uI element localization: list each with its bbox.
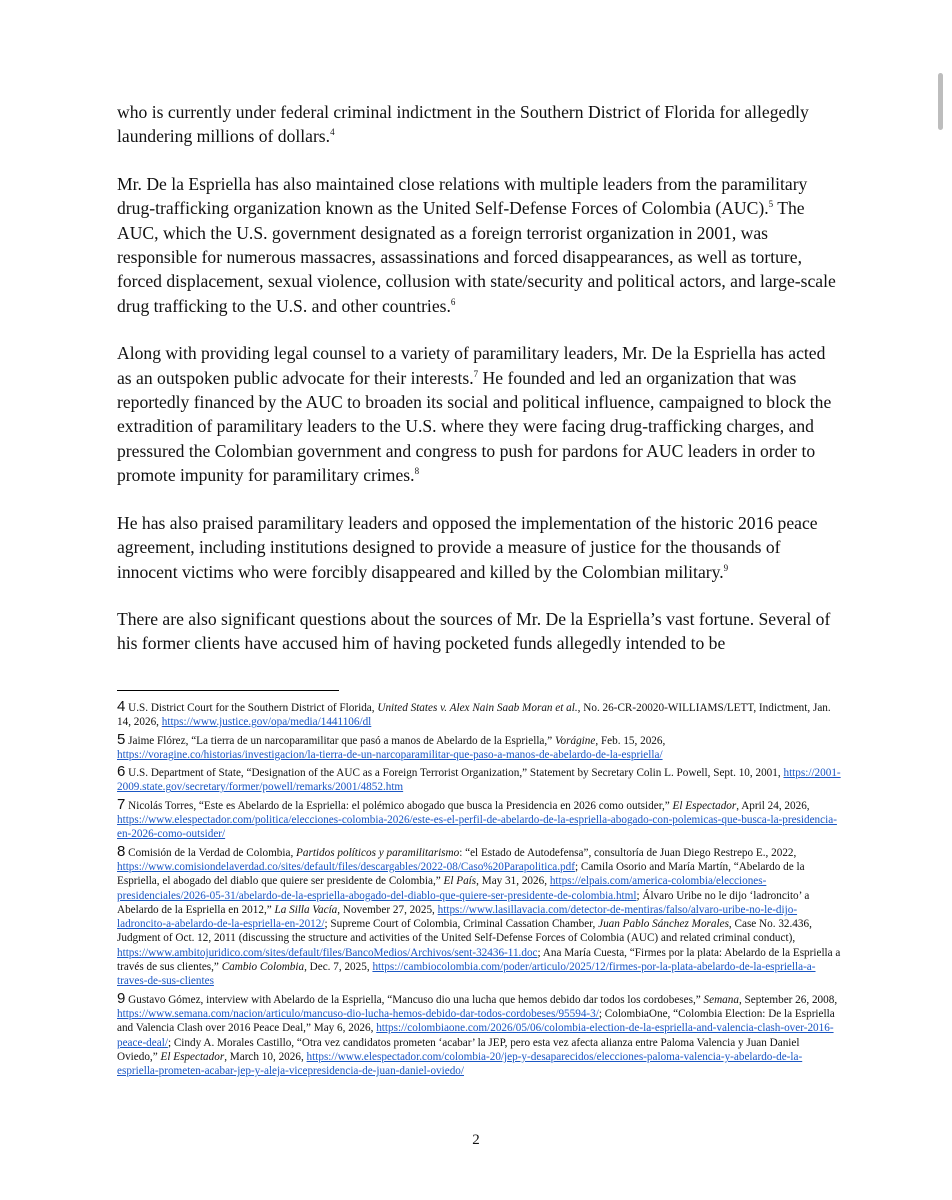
footnote-text: ; Cindy A. Morales Castillo, “Otra vez candidatos prometen ‘acabar’ la JEP, pero esta vez afecta alianza entre Paloma Valencia y Juan Daniel Oviedo,” (117, 1036, 800, 1063)
footnote-link[interactable]: https://www.lasillavacia.com/detector-de-mentiras/falso/alvaro-uribe-no-le-dijo-ladroncito-a-abelardo-de-la-espriella-en-2012/ (117, 903, 798, 931)
footnote-text: ; Supreme Court of Colombia, Criminal Cassation Chamber, (324, 918, 599, 931)
footnote-ref[interactable]: 8 (414, 466, 420, 477)
paragraph-text: who is currently under federal criminal indictment in the Southern District of Florida for allegedly laundering millions of dollars. (117, 102, 809, 147)
paragraph-text: There are also significant questions about the sources of Mr. De la Espriella’s vast fortune. Several of his former clients have accused him of having pocketed funds allegedly intended to be (117, 608, 831, 654)
footnote-separator (117, 690, 339, 691)
footnote-text: ; ColombiaOne, “Colombia Election: De la Espriella and Valencia Clash over 2016 Peace Deal,” May 6, 2026, (117, 1007, 835, 1035)
footnote-ref[interactable]: 4 (330, 127, 335, 138)
footnote (117, 842, 841, 989)
footnote-ref[interactable]: 9 (723, 562, 729, 573)
footnote-link[interactable]: https://voragine.co/historias/investigacion/la-tierra-de-un-narcoparamilitar-que-paso-a-manos-de-abelardo-de-la-espriella/ (117, 748, 663, 761)
footnote-ref[interactable]: 6 (450, 296, 456, 307)
scrollbar-thumb[interactable] (938, 73, 943, 130)
footnote-italic: Juan Pablo Sánchez Morales (598, 918, 729, 931)
footnote-text: , May 31, 2026, (476, 875, 550, 888)
footnote-text: Comisión de la Verdad de Colombia, (125, 846, 297, 859)
footnote-text: , April 24, 2026, (736, 799, 810, 812)
footnote-italic: El País (443, 875, 477, 888)
footnote-link[interactable]: https://www.elespectador.com/politica/elecciones-colombia-2026/este-es-el-perfil-de-abelardo-de-la-espriella-abogado-con-polemicas-que-busca-la-presidencia-en-2026-como-outsider/ (117, 814, 837, 841)
footnote-text: : “el Estado de Autodefensa”, consultoría de Juan Diego Restrepo E., 2022, (459, 846, 797, 859)
footnote-text: , Case No. 32.436, Judgment of Oct. 12, 2011 (discussing the structure and activities of the United Self-Defense Forces of Colombia (AUC) and related criminal conduct), (117, 918, 812, 945)
paragraph-text: He has also praised paramilitary leaders and opposed the implementation of the historic 2016 peace agreement, including institutions designed to provide a measure of justice for the thousands of innocent victims who were forcibly disappeared and killed by the Colombian military. (117, 512, 818, 582)
footnote-text: U.S. District Court for the Southern District of Florida, (125, 702, 378, 714)
footnote-text: U.S. Department of State, “Designation of the AUC as a Foreign Terrorist Organization,” Statement by Secretary Colin L. Powell, Sept. 10, 2001, (125, 767, 784, 780)
footnote-ref[interactable]: 7 (473, 368, 479, 379)
footnote (117, 765, 841, 795)
footnote-text: Nicolás Torres, “Este es Abelardo de la Espriella: el polémico abogado que busca la Presidencia en 2026 como outsider,” (125, 799, 673, 812)
paragraph-text: He founded and led an organization that was reportedly financed by the AUC to broaden its social and political influence, campaigned to block the extradition of paramilitary leaders to the U.S. where they were facing drug-trafficking charges, and pressured the Colombian government and congress to push for pardons for AUC leaders in order to promote impunity for paramilitary crimes. (117, 367, 832, 486)
footnote-italic: Cambio Colombia (221, 961, 305, 974)
footnote (117, 989, 841, 1079)
footnote-text: , November 27, 2025, (337, 903, 438, 916)
paragraph-text: Mr. De la Espriella has also maintained close relations with multiple leaders from the paramilitary drug-trafficking organization known as the United Self-Defense Forces of Colombia (AUC). (117, 173, 808, 219)
paragraph (117, 341, 839, 487)
viewer-top-bar (0, 0, 952, 52)
footnote-text: ; Álvaro Uribe no le dijo ‘ladroncito’ a Abelardo de la Espriella en 2012,” (117, 889, 810, 916)
footnote-link[interactable]: https://colombiaone.com/2026/05/06/colombia-election-de-la-espriella-and-valencia-clash-over-2016-peace-deal/ (117, 1022, 834, 1049)
footnote-text: , No. 26-CR-20020-WILLIAMS/LETT, Indictment, Jan. 14, 2026, (117, 702, 831, 729)
footnote (117, 795, 841, 842)
footnote-italic: Semana (703, 993, 739, 1006)
paragraph-text: Along with providing legal counsel to a variety of paramilitary leaders, Mr. De la Espriella has acted as an outspoken public advocate for their interests. (117, 343, 826, 388)
document-body (117, 100, 839, 679)
footnote-number: 7 (117, 795, 126, 813)
footnote-text: , Feb. 15, 2026, (595, 734, 666, 747)
footnote-link[interactable]: https://www.semana.com/nacion/articulo/mancuso-dio-lucha-hemos-debido-dar-todos-cordobeses/95594-3/ (117, 1007, 599, 1020)
footnote-text: , September 26, 2008, (738, 993, 838, 1006)
footnote-link[interactable]: https://www.comisiondelaverdad.co/sites/default/files/descargables/2022-08/Caso%20Parapolitica.pdf (117, 860, 575, 873)
footnote-italic: United States v. Alex Nain Saab Moran et al. (377, 702, 578, 714)
paragraph (117, 511, 839, 584)
footnote-text: Gustavo Gómez, interview with Abelardo de la Espriella, “Mancuso dio una lucha que hemos debido dar todos los cordobeses,” (125, 993, 704, 1006)
footnote-italic: Partidos políticos y paramilitarismo (296, 846, 460, 859)
footnote-number: 8 (117, 842, 126, 860)
page-number: 2 (472, 1132, 480, 1148)
footnote-text: , Dec. 7, 2025, (304, 961, 373, 974)
footnote (117, 700, 841, 730)
footnote-number: 6 (117, 763, 126, 781)
footnote-text: ; Ana María Cuesta, “Firmes por la plata: Abelardo de la Espriella a través de sus clientes,” (117, 946, 841, 974)
footnotes (117, 700, 841, 1081)
footnote-italic: La Silla Vacía (274, 903, 338, 916)
footnote-italic: El Espectador (672, 799, 737, 812)
footnote-text: , March 10, 2026, (224, 1050, 307, 1063)
footnote-link[interactable]: https://www.elespectador.com/colombia-20/jep-y-desaparecidos/elecciones-paloma-valencia-y-abelardo-de-la-espriella-prometen-acabar-jep-y-aleja-vicepresidencia-de-juan-daniel-oviedo/ (117, 1050, 803, 1078)
footnote-number: 9 (117, 989, 126, 1007)
paragraph (117, 172, 839, 318)
footnote (117, 730, 841, 763)
footnote-italic: Vorágine (554, 734, 596, 747)
footnote-ref[interactable]: 5 (768, 199, 774, 210)
footnote-link[interactable]: https://www.ambitojuridico.com/sites/default/files/BancoMedios/Archivos/sent-32436-11.doc (117, 946, 538, 959)
footnote-link[interactable]: https://2001-2009.state.gov/secretary/former/powell/remarks/2001/4852.htm (117, 767, 841, 794)
footnote-text: Jaime Flórez, “La tierra de un narcoparamilitar que pasó a manos de Abelardo de la Espriella,” (125, 734, 555, 747)
footnote-text: ; Camila Osorio and María Martín, “Abelardo de la Espriella, el abogado del diablo que quiere ser presidente de Colombia,” (117, 860, 805, 888)
footnote-number: 5 (117, 730, 126, 748)
paragraph (117, 607, 839, 656)
paragraph-text: The AUC, which the U.S. government designated as a foreign terrorist organization in 2001, was responsible for numerous massacres, assassinations and forced disappearances, as well as torture, forced displacement, sexual violence, collusion with state/security and political actors, and large-scale drug trafficking to the U.S. and other countries. (117, 198, 836, 316)
footnote-link[interactable]: https://elpais.com/america-colombia/elecciones-presidenciales/2026-05-31/abelardo-de-la-espriella-abogado-del-diablo-que-quiere-ser-presidente-de-colombia.html (117, 875, 767, 902)
paragraph (117, 100, 839, 149)
footnote-link[interactable]: https://cambiocolombia.com/poder/articulo/2025/12/firmes-por-la-plata-abelardo-de-la-espriella-a-traves-de-sus-clientes (117, 961, 816, 988)
footnote-number: 4 (117, 698, 126, 715)
footnote-italic: El Espectador (160, 1050, 225, 1063)
footnote-link[interactable]: https://www.justice.gov/opa/media/1441106/dl (161, 716, 372, 729)
